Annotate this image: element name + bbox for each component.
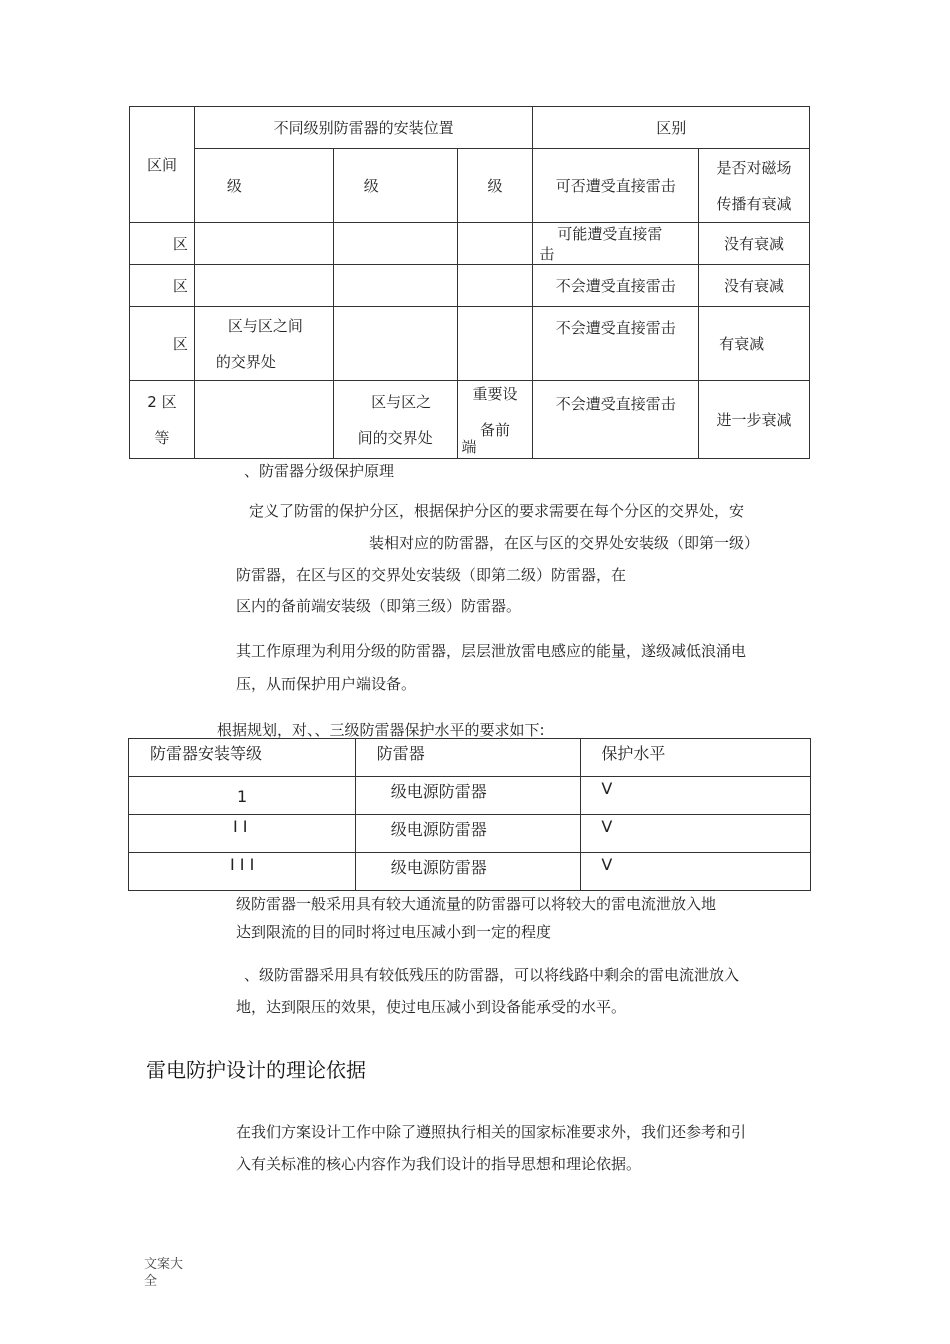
paragraph-line: 其工作原理为利用分级的防雷器，层层泄放雷电感应的能量，遂级减低浪涌电	[236, 642, 747, 660]
zone-protection-table	[129, 106, 810, 459]
header-level-c: 级	[457, 149, 533, 223]
position-cell	[457, 265, 533, 307]
paragraph-line: 入有关标准的核心内容作为我们设计的指导思想和理论依据。	[236, 1155, 642, 1173]
header-protection-level: 保护水平	[581, 739, 811, 777]
header-install-level: 防雷器安装等级	[129, 739, 356, 777]
zone-cell: 2 区 等	[130, 381, 195, 459]
header-direct-strike: 可否遭受直接雷击	[533, 149, 699, 223]
table-header-row	[129, 739, 811, 777]
table-row	[130, 307, 810, 381]
level-cell: 1	[129, 777, 356, 815]
paragraph-line: 达到限流的目的同时将过电压减小到一定的程度	[236, 923, 552, 941]
arrester-cell: 级电源防雷器	[355, 815, 581, 853]
strike-cell: 不会遭受直接雷击	[533, 381, 699, 459]
paragraph-line: 、级防雷器采用具有较低残压的防雷器，可以将线路中剩余的雷电流泄放入	[244, 966, 740, 984]
table-row	[129, 853, 811, 891]
attenuation-cell: 有衰减	[699, 307, 810, 381]
position-cell	[194, 223, 333, 265]
strike-cell: 不会遭受直接雷击	[533, 265, 699, 307]
paragraph-line: 压，从而保护用户端设备。	[236, 675, 417, 693]
attenuation-cell: 没有衰减	[699, 223, 810, 265]
arrester-cell: 级电源防雷器	[355, 853, 581, 891]
protection-cell: V	[581, 853, 811, 891]
table-row	[129, 777, 811, 815]
header-difference: 区别	[533, 107, 810, 149]
protection-cell: V	[581, 815, 811, 853]
arrester-cell: 级电源防雷器	[355, 777, 581, 815]
header-interval: 区间	[130, 107, 195, 223]
level-cell: I I	[129, 815, 356, 853]
protection-level-table	[128, 738, 811, 891]
paragraph-line: 区内的备前端安装级（即第三级）防雷器。	[236, 597, 522, 615]
paragraph-line: 定义了防雷的保护分区，根据保护分区的要求需要在每个分区的交界处，安	[249, 502, 745, 520]
header-arrester: 防雷器	[355, 739, 581, 777]
table2-intro: 根据规划，对、、三级防雷器保护水平的要求如下:	[217, 721, 545, 739]
zone-cell: 区	[130, 307, 195, 381]
page-footer: 文案大 全	[144, 1257, 184, 1289]
section-heading-theory: 雷电防护设计的理论依据	[146, 1058, 366, 1082]
paragraph-line: 级防雷器一般采用具有较大通流量的防雷器可以将较大的雷电流泄放入地	[236, 895, 717, 913]
paragraph-line: 在我们方案设计工作中除了遵照执行相关的国家标准要求外，我们还参考和引	[236, 1123, 747, 1141]
table-row	[130, 381, 810, 459]
header-install-positions: 不同级别防雷器的安装位置	[194, 107, 533, 149]
section-title-principle: 、防雷器分级保护原理	[244, 462, 395, 480]
attenuation-cell: 进一步衰减	[699, 381, 810, 459]
position-cell	[333, 265, 457, 307]
level-cell: I I I	[129, 853, 356, 891]
position-cell: 区与区之间 的交界处	[194, 307, 333, 381]
position-cell	[457, 223, 533, 265]
zone-cell: 区	[130, 265, 195, 307]
strike-cell: 可能遭受直接雷 击	[533, 223, 699, 265]
position-cell	[333, 223, 457, 265]
paragraph-line: 防雷器，在区与区的交界处安装级（即第二级）防雷器，在	[236, 566, 627, 584]
header-magnetic-attenuation: 是否对磁场 传播有衰减	[699, 149, 810, 223]
position-cell	[333, 307, 457, 381]
protection-cell: V	[581, 777, 811, 815]
header-level-b: 级	[333, 149, 457, 223]
attenuation-cell: 没有衰减	[699, 265, 810, 307]
paragraph-line: 地，达到限压的效果，使过电压减小到设备能承受的水平。	[236, 998, 627, 1016]
position-cell	[194, 381, 333, 459]
position-cell: 重要设 备前 端	[457, 381, 533, 459]
strike-cell: 不会遭受直接雷击	[533, 307, 699, 381]
table-row	[130, 223, 810, 265]
position-cell	[194, 265, 333, 307]
paragraph-line: 装相对应的防雷器，在区与区的交界处安装级（即第一级）	[369, 534, 760, 552]
table-row	[130, 265, 810, 307]
position-cell: 区与区之 间的交界处	[333, 381, 457, 459]
header-level-a: 级	[194, 149, 333, 223]
position-cell	[457, 307, 533, 381]
zone-cell: 区	[130, 223, 195, 265]
table-row	[129, 815, 811, 853]
